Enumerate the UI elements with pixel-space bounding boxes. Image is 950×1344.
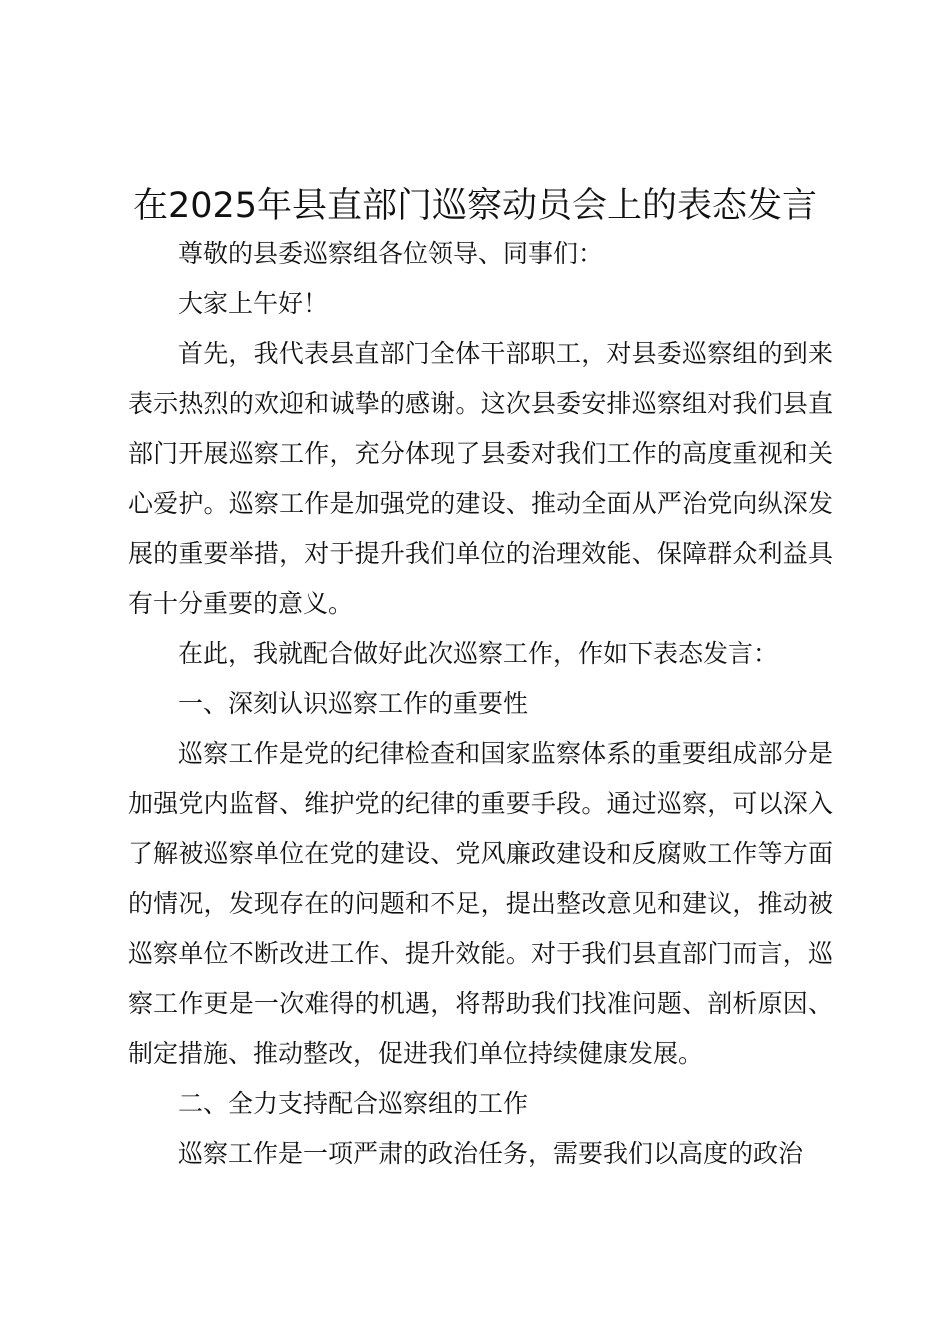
greeting: 大家上午好！ (178, 289, 329, 318)
paragraph-transition: 在此，我就配合做好此次巡察工作，作如下表态发言： (178, 639, 779, 668)
document-body (128, 229, 833, 1179)
salutation: 尊敬的县委巡察组各位领导、同事们： (178, 239, 604, 268)
paragraph-section-2: 巡察工作是一项严肃的政治任务，需要我们以高度的政治 (178, 1139, 804, 1168)
section-heading-2: 二、全力支持配合巡察组的工作 (178, 1089, 529, 1118)
document-title: 在2025年县直部门巡察动员会上的表态发言 (132, 186, 818, 226)
section-heading-1: 一、深刻认识巡察工作的重要性 (178, 689, 529, 718)
paragraph-section-1: 巡察工作是党的纪律检查和国家监察体系的重要组成部分是加强党内监督、维护党的纪律的重要手段。通过巡察，可以深入了解被巡察单位在党的建设、党风廉政建设和反腐败工作等方面的情况，发现存在的问题和不足，提出整改意见和建议，推动被巡察单位不断改进工作、提升效能。对于我们县直部门而言，巡察工作更是一次难得的机遇，将帮助我们找准问题、剖析原因、制定措施、推动整改，促进我们单位持续健康发展。 (128, 739, 833, 1068)
paragraph-intro: 首先，我代表县直部门全体干部职工，对县委巡察组的到来表示热烈的欢迎和诚挚的感谢。这次县委安排巡察组对我们县直部门开展巡察工作，充分体现了县委对我们工作的高度重视和关心爱护。巡察工作是加强党的建设、推动全面从严治党向纵深发展的重要举措，对于提升我们单位的治理效能、保障群众利益具有十分重要的意义。 (128, 339, 833, 618)
